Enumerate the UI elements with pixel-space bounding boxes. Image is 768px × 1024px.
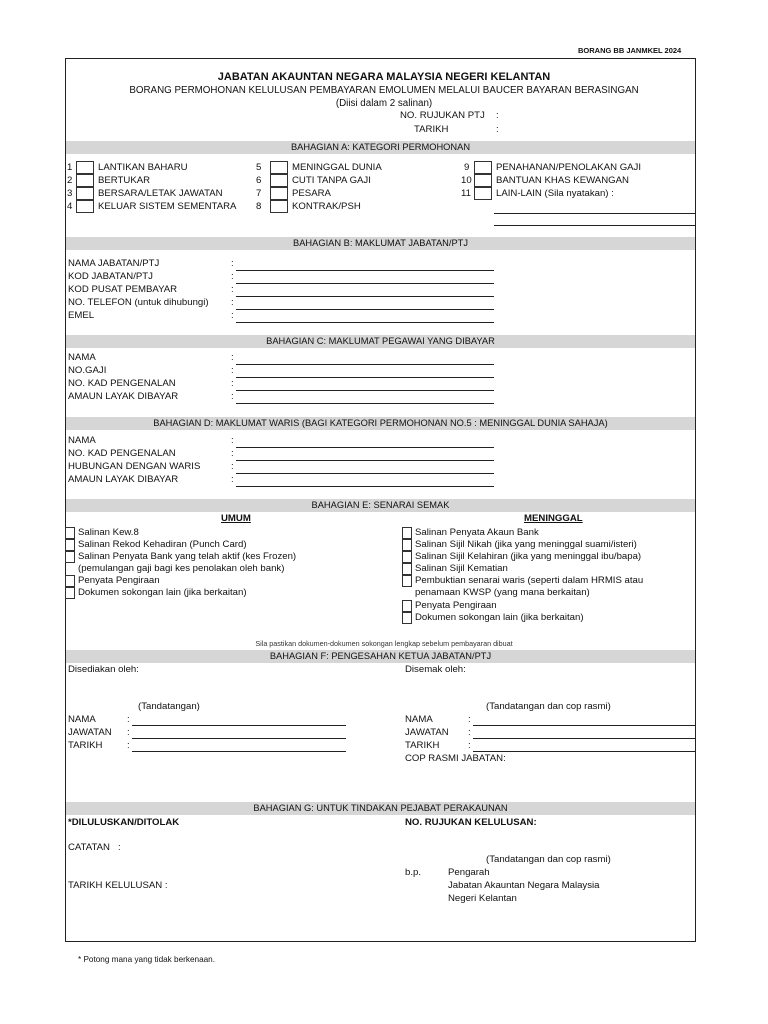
field-line[interactable] [473, 751, 695, 752]
field-label: NAMA [68, 352, 96, 363]
category-checkbox[interactable] [270, 174, 288, 187]
bp-label: b.p. [405, 867, 422, 878]
category-num: 11 [461, 188, 471, 199]
signatory-line: Jabatan Akauntan Negara Malaysia [448, 880, 600, 891]
checklist-checkbox[interactable] [65, 587, 75, 599]
category-label: BANTUAN KHAS KEWANGAN [496, 175, 629, 186]
stamp-label: COP RASMI JABATAN: [405, 753, 506, 764]
field-line[interactable] [132, 738, 346, 739]
field-colon: : [231, 310, 234, 321]
field-line[interactable] [236, 377, 494, 378]
notes-label: CATATAN [68, 842, 110, 853]
field-label: NAMA [405, 714, 433, 725]
category-num: 4 [67, 201, 73, 212]
field-line[interactable] [236, 309, 494, 310]
checklist-checkbox[interactable] [65, 551, 75, 563]
field-colon: : [468, 727, 471, 738]
category-num: 3 [67, 188, 73, 199]
category-label: BERTUKAR [98, 175, 151, 186]
checklist-item: Penyata Pengiraan [415, 600, 497, 611]
section-b-header: BAHAGIAN B: MAKLUMAT JABATAN/PTJ [66, 237, 695, 250]
field-label: NAMA [68, 435, 96, 446]
checklist-item: Salinan Penyata Bank yang telah aktif (kes Frozen) [78, 551, 297, 562]
checklist-item: Salinan Sijil Kematian [415, 563, 508, 574]
checklist-item-continued: penamaan KWSP (yang mana berkaitan) [415, 587, 590, 598]
signature-right-label: (Tandatangan dan cop rasmi) [486, 701, 611, 712]
date-colon: : [496, 124, 499, 135]
section-g-header: BAHAGIAN G: UNTUK TINDAKAN PEJABAT PERAKAUNAN [66, 802, 695, 815]
field-label: KOD JABATAN/PTJ [68, 271, 153, 282]
checklist-checkbox[interactable] [402, 575, 412, 587]
category-num: 10 [461, 175, 472, 186]
field-line[interactable] [236, 322, 494, 323]
category-checkbox[interactable] [76, 200, 94, 213]
checklist-item: Salinan Rekod Kehadiran (Punch Card) [78, 539, 247, 550]
field-label: NO. TELEFON (untuk dihubungi) [68, 297, 209, 308]
field-line[interactable] [132, 751, 346, 752]
category-label: KELUAR SISTEM SEMENTARA [98, 201, 237, 212]
checklist-checkbox[interactable] [65, 539, 75, 551]
field-colon: : [127, 727, 130, 738]
umum-heading: UMUM [221, 513, 251, 524]
category-checkbox[interactable] [76, 161, 94, 174]
field-label: HUBUNGAN DENGAN WARIS [68, 461, 201, 472]
field-colon: : [127, 740, 130, 751]
field-line[interactable] [132, 725, 346, 726]
field-label: NAMA [68, 714, 96, 725]
field-colon: : [231, 365, 234, 376]
signatory-line: Negeri Kelantan [448, 893, 517, 904]
category-num: 1 [67, 162, 73, 173]
checklist-item: Dokumen sokongan lain (jika berkaitan) [415, 612, 584, 623]
field-line[interactable] [236, 283, 494, 284]
field-line[interactable] [236, 473, 494, 474]
field-label: JAWATAN [68, 727, 112, 738]
category-num: 2 [67, 175, 73, 186]
field-label: EMEL [68, 310, 95, 321]
field-colon: : [231, 391, 234, 402]
checklist-checkbox[interactable] [402, 600, 412, 612]
field-line[interactable] [473, 738, 695, 739]
other-specify-line[interactable] [494, 213, 695, 214]
field-line[interactable] [236, 486, 494, 487]
category-num: 7 [256, 188, 262, 199]
signatory-line: Pengarah [448, 867, 490, 878]
checklist-item: Salinan Sijil Kelahiran (jika yang meninggal ibu/bapa) [415, 551, 642, 562]
signature-left-label: (Tandatangan) [138, 701, 200, 712]
category-num: 8 [256, 201, 262, 212]
category-label: BERSARA/LETAK JAWATAN [98, 188, 223, 199]
section-d-header: BAHAGIAN D: MAKLUMAT WARIS (BAGI KATEGORI PERMOHONAN NO.5 : MENINGGAL DUNIA SAHAJA) [66, 417, 695, 430]
checklist-checkbox[interactable] [65, 527, 75, 539]
field-label: TARIKH [68, 740, 103, 751]
checklist-checkbox[interactable] [402, 539, 412, 551]
section-f-header: BAHAGIAN F: PENGESAHAN KETUA JABATAN/PTJ [66, 650, 695, 663]
field-label: NO. KAD PENGENALAN [68, 378, 176, 389]
field-colon: : [231, 448, 234, 459]
category-label: PENAHANAN/PENOLAKAN GAJI [496, 162, 642, 173]
decision-label: *DILULUSKAN/DITOLAK [68, 817, 180, 828]
category-checkbox[interactable] [270, 161, 288, 174]
field-line[interactable] [236, 460, 494, 461]
ref-ptj-label: NO. RUJUKAN PTJ [400, 110, 485, 121]
field-colon: : [231, 258, 234, 269]
form-title: JABATAN AKAUNTAN NEGARA MALAYSIA NEGERI KELANTAN [217, 71, 551, 83]
category-label: LAIN-LAIN (Sila nyatakan) : [496, 188, 614, 199]
checklist-item: Salinan Kew.8 [78, 527, 139, 538]
section-a-header: BAHAGIAN A: KATEGORI PERMOHONAN [66, 141, 695, 154]
category-num: 6 [256, 175, 262, 186]
field-line[interactable] [236, 390, 494, 391]
field-colon: : [231, 284, 234, 295]
field-colon: : [231, 352, 234, 363]
checklist-checkbox[interactable] [402, 563, 412, 575]
checklist-item: Pembuktian senarai waris (seperti dalam HRMIS atau [415, 575, 644, 586]
prepared-by-label: Disediakan oleh: [68, 664, 139, 675]
field-label: NO. KAD PENGENALAN [68, 448, 176, 459]
category-checkbox[interactable] [474, 161, 492, 174]
category-checkbox[interactable] [270, 200, 288, 213]
form-code: BORANG BB JANMKEL 2024 [578, 46, 682, 55]
field-label: TARIKH [405, 740, 440, 751]
field-colon: : [468, 714, 471, 725]
field-colon: : [127, 714, 130, 725]
field-label: JAWATAN [405, 727, 449, 738]
field-colon: : [231, 271, 234, 282]
field-line[interactable] [236, 296, 494, 297]
category-checkbox[interactable] [76, 187, 94, 200]
field-label: AMAUN LAYAK DIBAYAR [68, 391, 179, 402]
category-checkbox[interactable] [474, 174, 492, 187]
field-colon: : [231, 378, 234, 389]
section-e-header: BAHAGIAN E: SENARAI SEMAK [66, 499, 695, 512]
approval-ref-label: NO. RUJUKAN KELULUSAN: [405, 817, 537, 828]
category-label: LANTIKAN BAHARU [98, 162, 188, 173]
field-label: NAMA JABATAN/PTJ [68, 258, 160, 269]
category-label: KONTRAK/PSH [292, 201, 361, 212]
checklist-checkbox[interactable] [65, 575, 75, 587]
section-c-header: BAHAGIAN C: MAKLUMAT PEGAWAI YANG DIBAYAR [66, 335, 695, 348]
field-line[interactable] [236, 364, 494, 365]
category-num: 9 [464, 162, 470, 173]
category-checkbox[interactable] [76, 174, 94, 187]
field-line[interactable] [473, 725, 695, 726]
checklist-item-continued: (pemulangan gaji bagi kes penolakan oleh bank) [78, 563, 285, 574]
checklist-item: Dokumen sokongan lain (jika berkaitan) [78, 587, 247, 598]
field-colon: : [231, 435, 234, 446]
ref-ptj-colon: : [496, 110, 499, 121]
field-line[interactable] [236, 403, 494, 404]
meninggal-heading: MENINGGAL [524, 513, 583, 524]
checked-by-label: Disemak oleh: [405, 664, 466, 675]
field-colon: : [231, 474, 234, 485]
checklist-checkbox[interactable] [402, 551, 412, 563]
checklist-footnote: Sila pastikan dokumen-dokumen sokongan lengkap sebelum pembayaran dibuat [255, 639, 513, 648]
form-subtitle: BORANG PERMOHONAN KELULUSAN PEMBAYARAN EMOLUMEN MELALUI BAUCER BAYARAN BERASINGAN [129, 85, 639, 96]
category-num: 5 [256, 162, 262, 173]
field-line[interactable] [236, 270, 494, 271]
notes-colon: : [118, 842, 121, 853]
field-label: KOD PUSAT PEMBAYAR [68, 284, 178, 295]
checklist-checkbox[interactable] [402, 612, 412, 624]
checklist-item: Penyata Pengiraan [78, 575, 160, 586]
checklist-item: Salinan Penyata Akaun Bank [415, 527, 539, 538]
category-checkbox[interactable] [474, 187, 492, 200]
field-label: AMAUN LAYAK DIBAYAR [68, 474, 179, 485]
footer-note: * Potong mana yang tidak berkenaan. [78, 955, 216, 964]
approval-date-label: TARIKH KELULUSAN : [68, 880, 168, 891]
checklist-item: Salinan Sijil Nikah (jika yang meninggal suami/isteri) [415, 539, 637, 550]
field-colon: : [231, 297, 234, 308]
category-label: MENINGGAL DUNIA [292, 162, 382, 173]
date-label: TARIKH [414, 124, 449, 135]
field-label: NO.GAJI [68, 365, 107, 376]
field-line[interactable] [236, 447, 494, 448]
category-label: PESARA [292, 188, 331, 199]
form-note: (Diisi dalam 2 salinan) [335, 98, 433, 109]
field-colon: : [468, 740, 471, 751]
other-specify-line[interactable] [494, 225, 695, 226]
field-colon: : [231, 461, 234, 472]
category-checkbox[interactable] [270, 187, 288, 200]
checklist-checkbox[interactable] [402, 527, 412, 539]
signature-g-label: (Tandatangan dan cop rasmi) [486, 854, 611, 865]
category-label: CUTI TANPA GAJI [292, 175, 371, 186]
